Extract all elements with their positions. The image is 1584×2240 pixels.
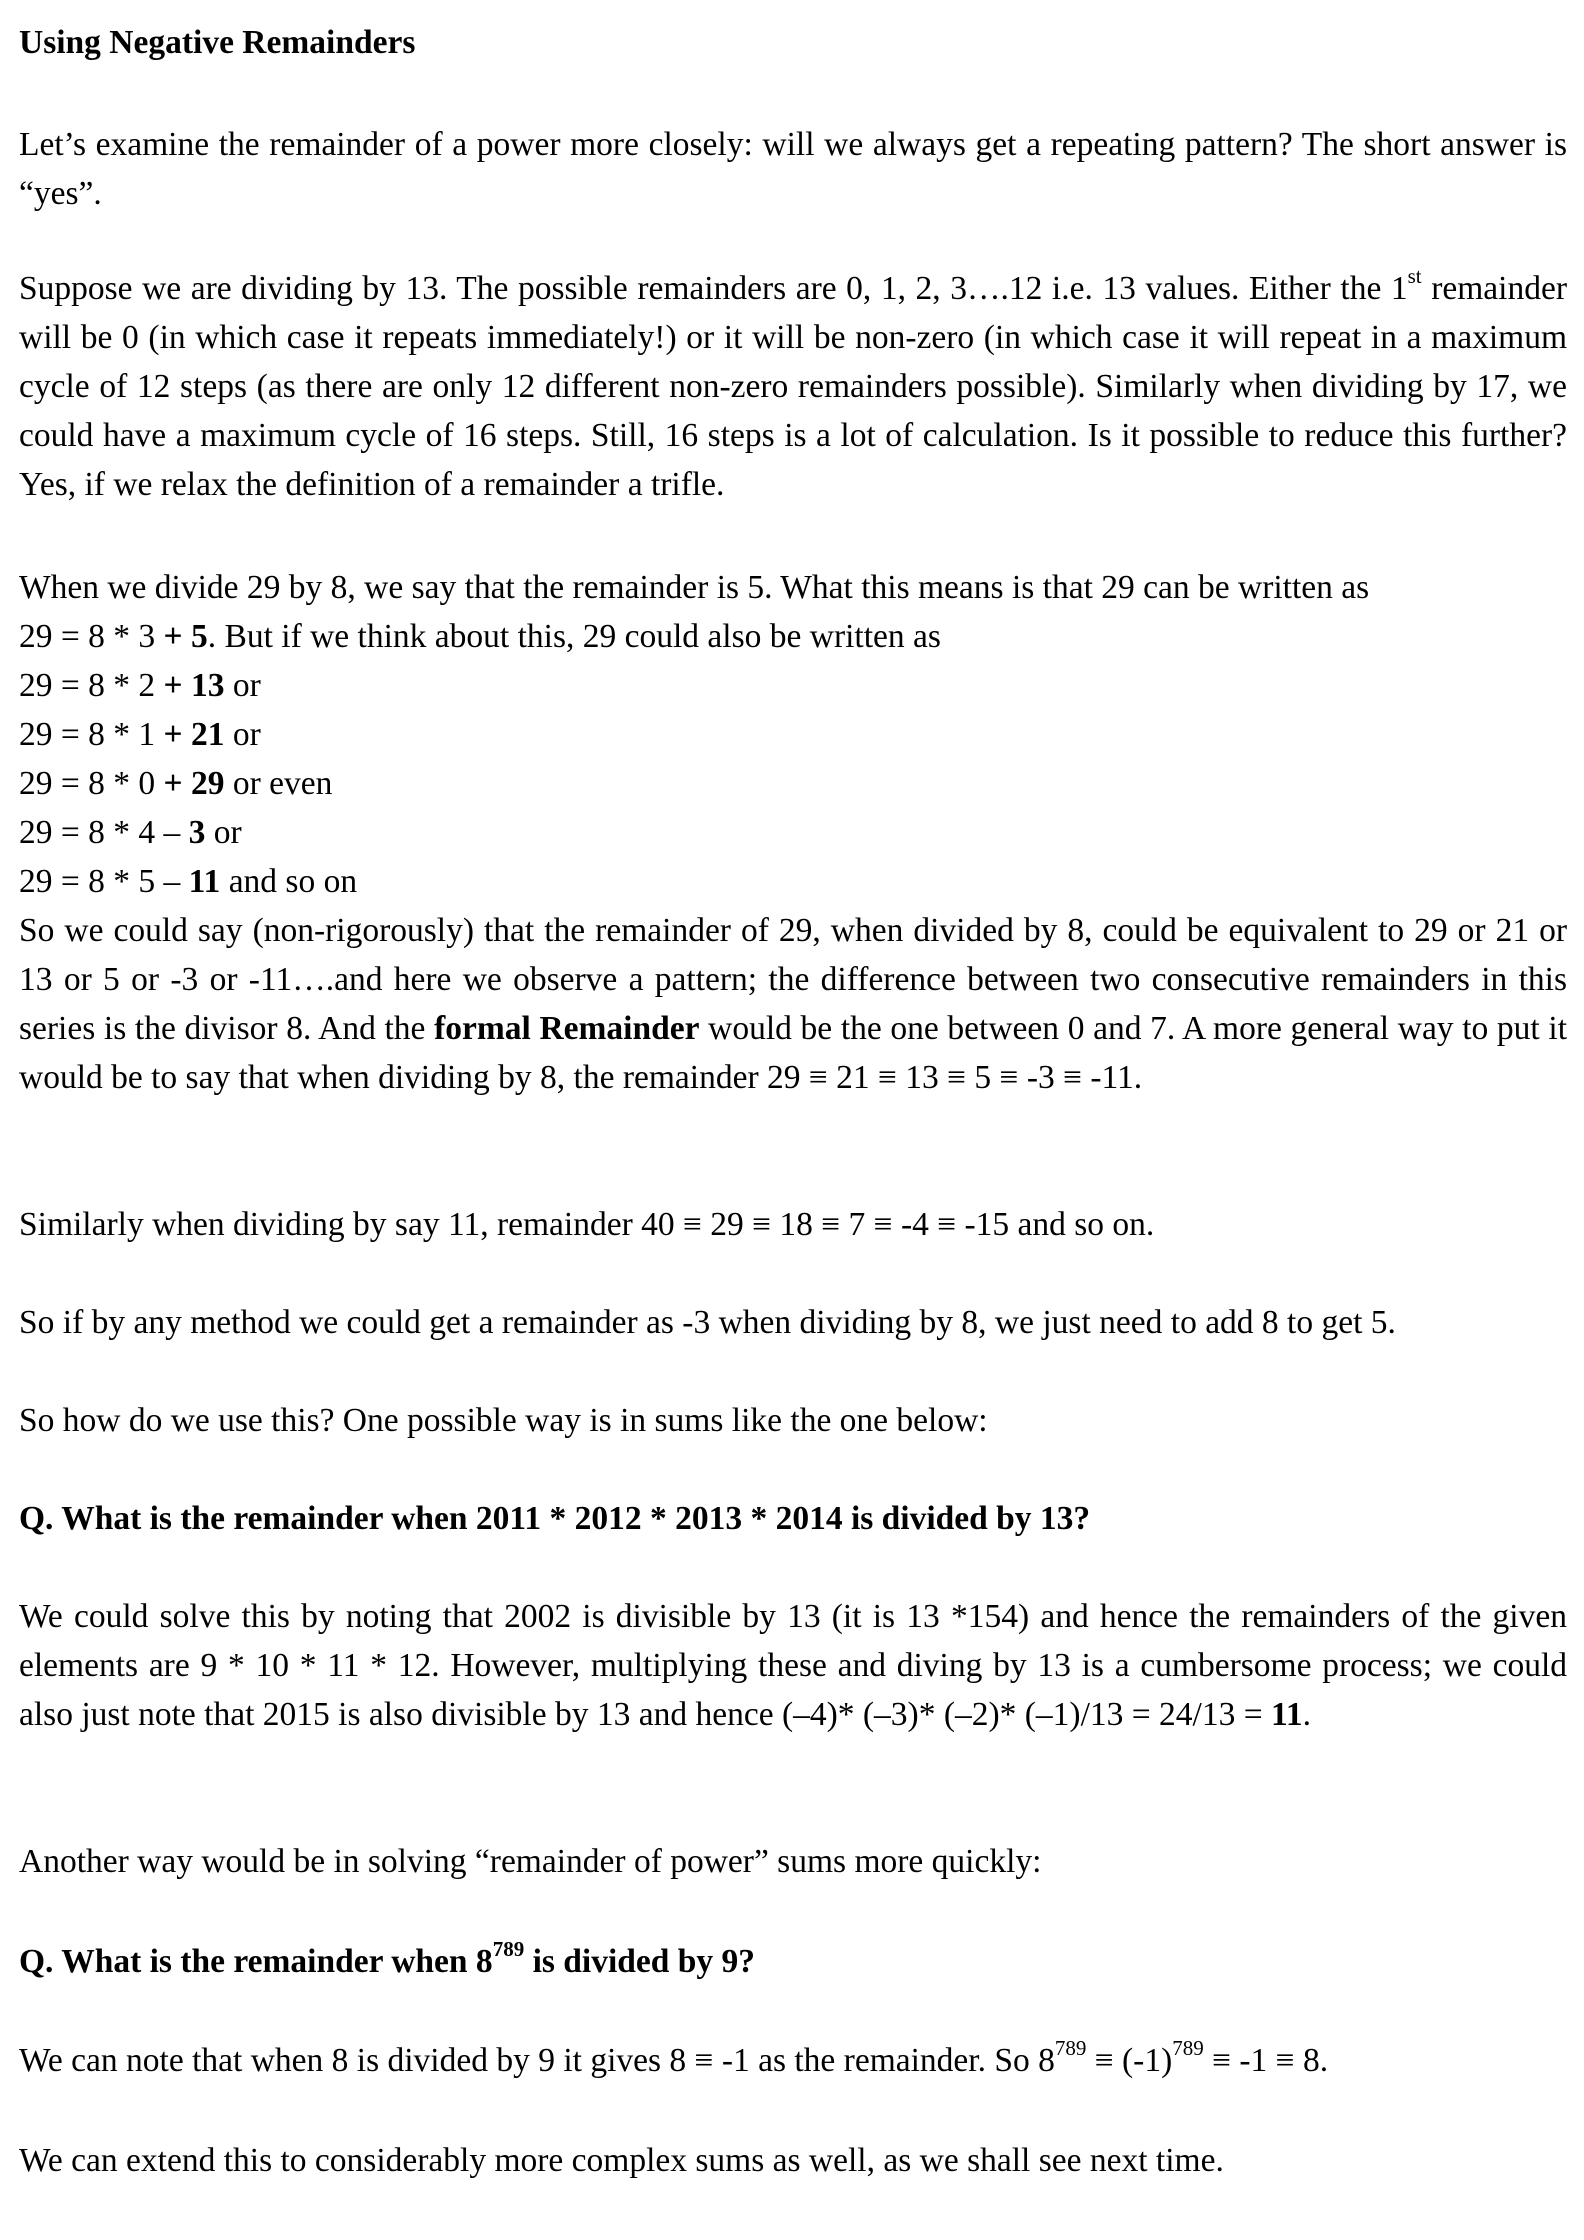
answer-one-result: 11 — [1270, 1696, 1303, 1733]
question-two-text-b: is divided by 9? — [524, 1943, 756, 1980]
remainder-summary-paragraph — [19, 906, 1567, 1102]
equation-suffix: or — [205, 814, 242, 851]
equation-prefix: 29 = 8 * 1 — [19, 716, 164, 753]
answer-one-paragraph — [19, 1592, 1567, 1739]
equation-remainder: + 5 — [163, 618, 208, 655]
formal-remainder-term: formal Remainder — [434, 1010, 700, 1047]
cycle-paragraph — [19, 264, 1567, 509]
answer-two-text-b: ≡ (-1) — [1086, 2042, 1173, 2079]
equation-suffix: . But if we think about this, 29 could also be written as — [207, 618, 941, 655]
equation-line — [19, 808, 242, 857]
cycle-text-b: remainder will be 0 (in which case it repeats immediately!) or it will be non-zero (in which case it will repeat in a maximum cycle of 12 steps (as there are only 12 different non-zero remainders possible). Similarly when dividing by 17, we could have a maximum cycle of 16 steps. Still, 16 steps is a lot of calculation. Is it possible to reduce this further? Yes, if we relax the definition of a remainder a trifle. — [19, 270, 1567, 503]
equation-line — [19, 857, 357, 906]
ordinal-superscript: st — [1407, 264, 1422, 288]
question-two — [19, 1937, 755, 1986]
answer-two-text-c: ≡ -1 ≡ 8. — [1203, 2042, 1329, 2079]
closing-paragraph: We can extend this to considerably more complex sums as well, as we shall see next time. — [19, 2142, 1224, 2179]
summary-text-b: would be the one between 0 and 7. A more general way to put it would be to say that when dividing by 8, the remainder 29 ≡ 21 ≡ 13 ≡ 5 ≡ -3 ≡ -11. — [19, 1010, 1567, 1096]
equation-prefix: 29 = 8 * 2 — [19, 667, 164, 704]
equation-remainder: 3 — [188, 814, 206, 851]
exponent-superscript: 789 — [1172, 2036, 1204, 2060]
intro-paragraph: Let’s examine the remainder of a power more closely: will we always get a repeating pattern? The short answer is “yes”. — [19, 126, 1567, 212]
mod-11-paragraph: Similarly when dividing by say 11, remainder 40 ≡ 29 ≡ 18 ≡ 7 ≡ -4 ≡ -15 and so on. — [19, 1206, 1155, 1243]
answer-two-text-a: We can note that when 8 is divided by 9 it gives 8 ≡ -1 as the remainder. So 8 — [19, 2042, 1055, 2079]
equation-suffix: and so on — [220, 863, 358, 900]
equation-prefix: 29 = 8 * 0 — [19, 765, 164, 802]
equation-suffix: or even — [224, 765, 333, 802]
exponent-superscript: 789 — [492, 1937, 525, 1961]
add-divisor-paragraph: So if by any method we could get a remainder as -3 when dividing by 8, we just need to add 8 to get 5. — [19, 1304, 1396, 1341]
equation-remainder: + 29 — [163, 765, 225, 802]
division-example-line — [19, 612, 941, 661]
equation-remainder: 11 — [188, 863, 221, 900]
equation-prefix: 29 = 8 * 3 — [19, 618, 164, 655]
equation-line — [19, 661, 261, 710]
equation-line — [19, 759, 332, 808]
equation-suffix: or — [224, 667, 261, 704]
cycle-text-a: Suppose we are dividing by 13. The possible remainders are 0, 1, 2, 3….12 i.e. 13 values. Either the 1 — [19, 270, 1408, 307]
answer-one-period: . — [1302, 1696, 1311, 1733]
question-two-text-a: Q. What is the remainder when 8 — [19, 1943, 493, 1980]
question-one: Q. What is the remainder when 2011 * 2012 * 2013 * 2014 is divided by 13? — [19, 1500, 1091, 1537]
equation-prefix: 29 = 8 * 5 – — [19, 863, 189, 900]
exponent-superscript: 789 — [1054, 2036, 1087, 2060]
equation-remainder: + 21 — [163, 716, 225, 753]
equation-suffix: or — [224, 716, 261, 753]
division-intro-line: When we divide 29 by 8, we say that the remainder is 5. What this means is that 29 can be written as — [19, 569, 1370, 606]
equation-remainder: + 13 — [163, 667, 225, 704]
power-remainder-paragraph: Another way would be in solving “remainder of power” sums more quickly: — [19, 1843, 1042, 1880]
usage-paragraph: So how do we use this? One possible way is in sums like the one below: — [19, 1402, 988, 1439]
equation-prefix: 29 = 8 * 4 – — [19, 814, 189, 851]
document-title: Using Negative Remainders — [19, 24, 416, 61]
answer-two-line — [19, 2036, 1328, 2085]
answer-one-text: We could solve this by noting that 2002 is divisible by 13 (it is 13 *154) and hence the remainders of the given elements are 9 * 10 * 11 * 12. However, multiplying these and diving by 13 is a cumbersome process; we could also just note that 2015 is also divisible by 13 and hence (–4)* (–3)* (–2)* (–1)/13 = 24/13 = — [19, 1598, 1567, 1733]
equation-line — [19, 710, 261, 759]
summary-text-a: So we could say (non-rigorously) that the remainder of 29, when divided by 8, could be equivalent to 29 or 21 or 13 or 5 or -3 or -11….and here we observe a pattern; the difference between two consecutive remainders in this series is the divisor 8. And the — [19, 912, 1567, 1047]
